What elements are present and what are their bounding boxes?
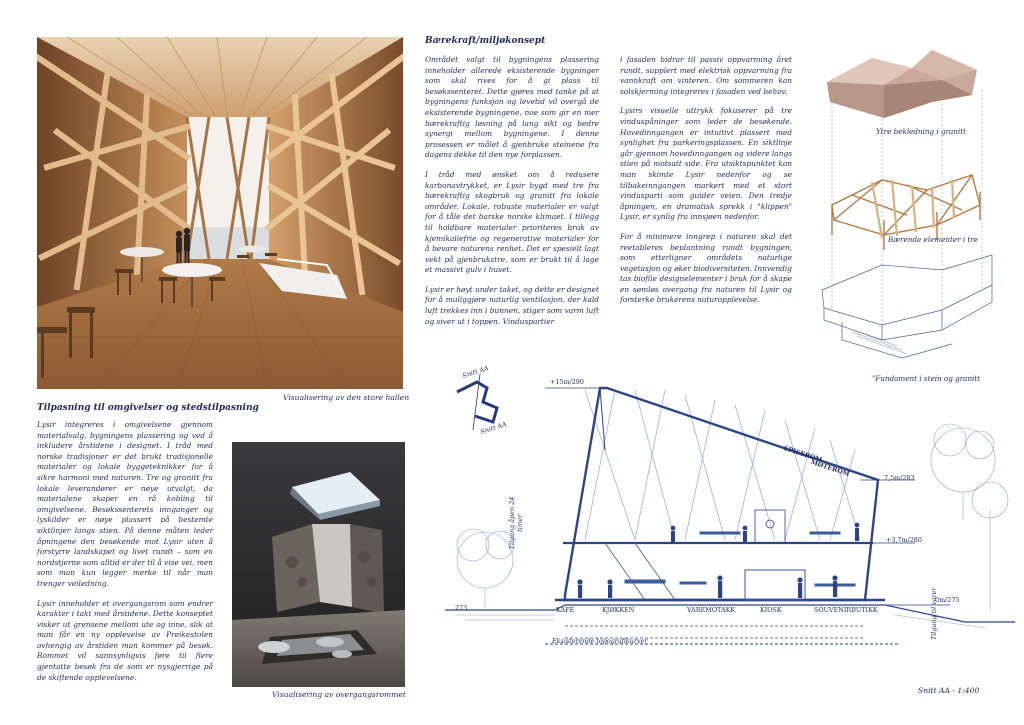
section-scale: Snitt AA - 1:400 <box>918 686 980 695</box>
paragraph: For å minimere inngrep i naturen skal det reetableres beplantning rundt bygningen, som etterligner områdets naturlige vegetasjon og øker biodiversiteten. Innvendig tas biofile designelementer i bruk for å skape en sømløs overgang fra naturen til Lysir og forsterke brukerens naturopplevelse. <box>620 231 792 305</box>
exploded-diagram <box>812 40 1002 385</box>
access-open-label: Tilgang åpen 24 timer <box>508 496 524 550</box>
paragraph: I tråd med ønsket om å redusere karbonavtrykket, er Lysir bygd med tre fra bærekraftig skogbruk og granitt fra lokale områder. Lokale, robuste materialer er valgt for å tåle det barske norske klimaet. I tillegg til holdbare materialer prioriteres bruk av kjemikaliefrie og regenerative materialer for å bevare naturens renhet. Det er spesielt lagt vekt på gjenbrukstre, som er brukt til å lage et massivt gulv i huset. <box>425 169 599 275</box>
adaptation-text <box>37 420 213 692</box>
paragraph: Lysirs visuelle uttrykk fokuserer på tre vinduspåninger som leder de besøkende. Hovedinngangen er intuitivt plassert med synlighet fra parkeringsplassen. En siktlinje går gjennom hovedinngangen og videre langs stien på motsatt side. Fra utsiktspunktet kan man skimte Lysir nedenfor og se tilbakeinngangen markert med et stort vindusparti som guider veien. Den tredje åpningen, en dramatisk sprekk i "klippen" Lysir, er synlig fra innsjøen nedenfor. <box>620 106 792 222</box>
room-kitchen: KJØKKEN <box>602 606 635 614</box>
level-floor: +3,7m/280 <box>886 536 922 544</box>
level-top: +15m/290 <box>550 378 584 386</box>
room-kafe: KAFE <box>556 606 575 614</box>
paragraph: Lysir inneholder et overgangsrom som endrer karakter i takt med årstidene. Dette konseptet visker ut grensene mellom ute og inne, slik at man får en ny opplevelse av Preikestolen avhengig av årstiden man kommer på besøk. Rommet vil sannsynligvis føre til flere gjentatte besøk fra de som er nysgjerrige på de skiftende opplevelsene. <box>37 598 213 682</box>
room-delivery: VAREMOTAKK <box>687 606 736 614</box>
sustainability-heading: Bærekraft/miljøkonsept <box>425 36 546 46</box>
label-foundation: "Fundament i stein og granitt <box>872 374 981 383</box>
hall-visualization <box>37 37 403 389</box>
exploded-axonometric <box>812 40 1002 385</box>
access-goods-label: Tilgang til varer <box>930 587 938 640</box>
sustainability-text-column-1 <box>425 55 599 336</box>
room-kiosk: KIOSK <box>760 606 782 614</box>
level-ground: 0m/275 <box>935 596 960 604</box>
room-dining: SPISEROM <box>782 444 824 464</box>
transition-visualization <box>232 442 405 687</box>
key-label-top: Snitt AA <box>461 364 490 380</box>
level-roof: 7,5m/283 <box>884 474 915 482</box>
key-label-bottom: Snitt AA <box>479 420 508 436</box>
transition-caption: Visualisering av overgangsrommet <box>272 690 406 699</box>
transition-render-image <box>232 442 405 687</box>
hall-render-image <box>37 37 403 389</box>
paragraph: Lysir integreres i omgivelsene gjennom materialvalg, bygningens plassering og ved å inkludere årstidene i designet. I tråd med norske tradisjoner er det brukt tradisjonelle materialer og lokale byggeteknikker for å sikre harmoni med naturen. Tre og granitt fra lokale leverandører er nøye utvalgt, da materialene skaper en rå kobling til omgivelsene. Besøkssenterets innganger og lyskilder er nøye plassert på bestemte siktlinjer langs stien. På denne måten leder åpningene den besøkende mot Lysir uten å forstyrre landskapet og livet rundt – som en nordstjerne som alltid er der til å vise vei, men som man kun legger merke til når man trenger veiledning. <box>37 420 213 588</box>
label-cladding: Ytre bekledning i granitt <box>876 127 967 136</box>
level-left: 273 <box>455 604 468 612</box>
adaptation-heading: Tilpasning til omgivelser og stedstilpasning <box>37 403 259 413</box>
sustainability-text-column-2 <box>620 55 792 315</box>
room-souvenir: SOUVENIRBUTIKK <box>814 606 878 614</box>
hall-caption: Visualisering av den store hallen <box>283 393 410 402</box>
paragraph: Lysir er høyt under taket, og dette er designet for å muliggjøre naturlig ventilasjon, der kald luft trekkes inn i bunnen, stiger som varm luft og siver ut i toppen. Vinduspartier <box>425 284 600 326</box>
paragraph: Området valgt til bygningens plassering inneholder allerede eksisterende bygninger som skal rives for å gi plass til besøkssenteret. Dette gjøres med tanke på at bygningens funksjon og levetid vil overgå de eksisterende bygningene, noe som gir en mer bærekraftig løsning på lang sikt og bedre synergi mellom bygningene. I denne prosessen er målet å gjenbruke steinene fra dagens dekke til den nye forplassen. <box>425 55 599 160</box>
paragraph: i fasaden bidrar til passiv oppvarming året rundt, supplert med elektrisk oppvarming fra vannkraft om vinteren. Om sommeren kan solskjerming integreres i fasaden ved behov. <box>620 55 792 96</box>
topography-label: Eksisterende topografikurver <box>552 637 648 645</box>
label-structure: Bærende elementer i tre <box>888 235 979 244</box>
room-meeting: MØTEROM <box>809 457 851 479</box>
